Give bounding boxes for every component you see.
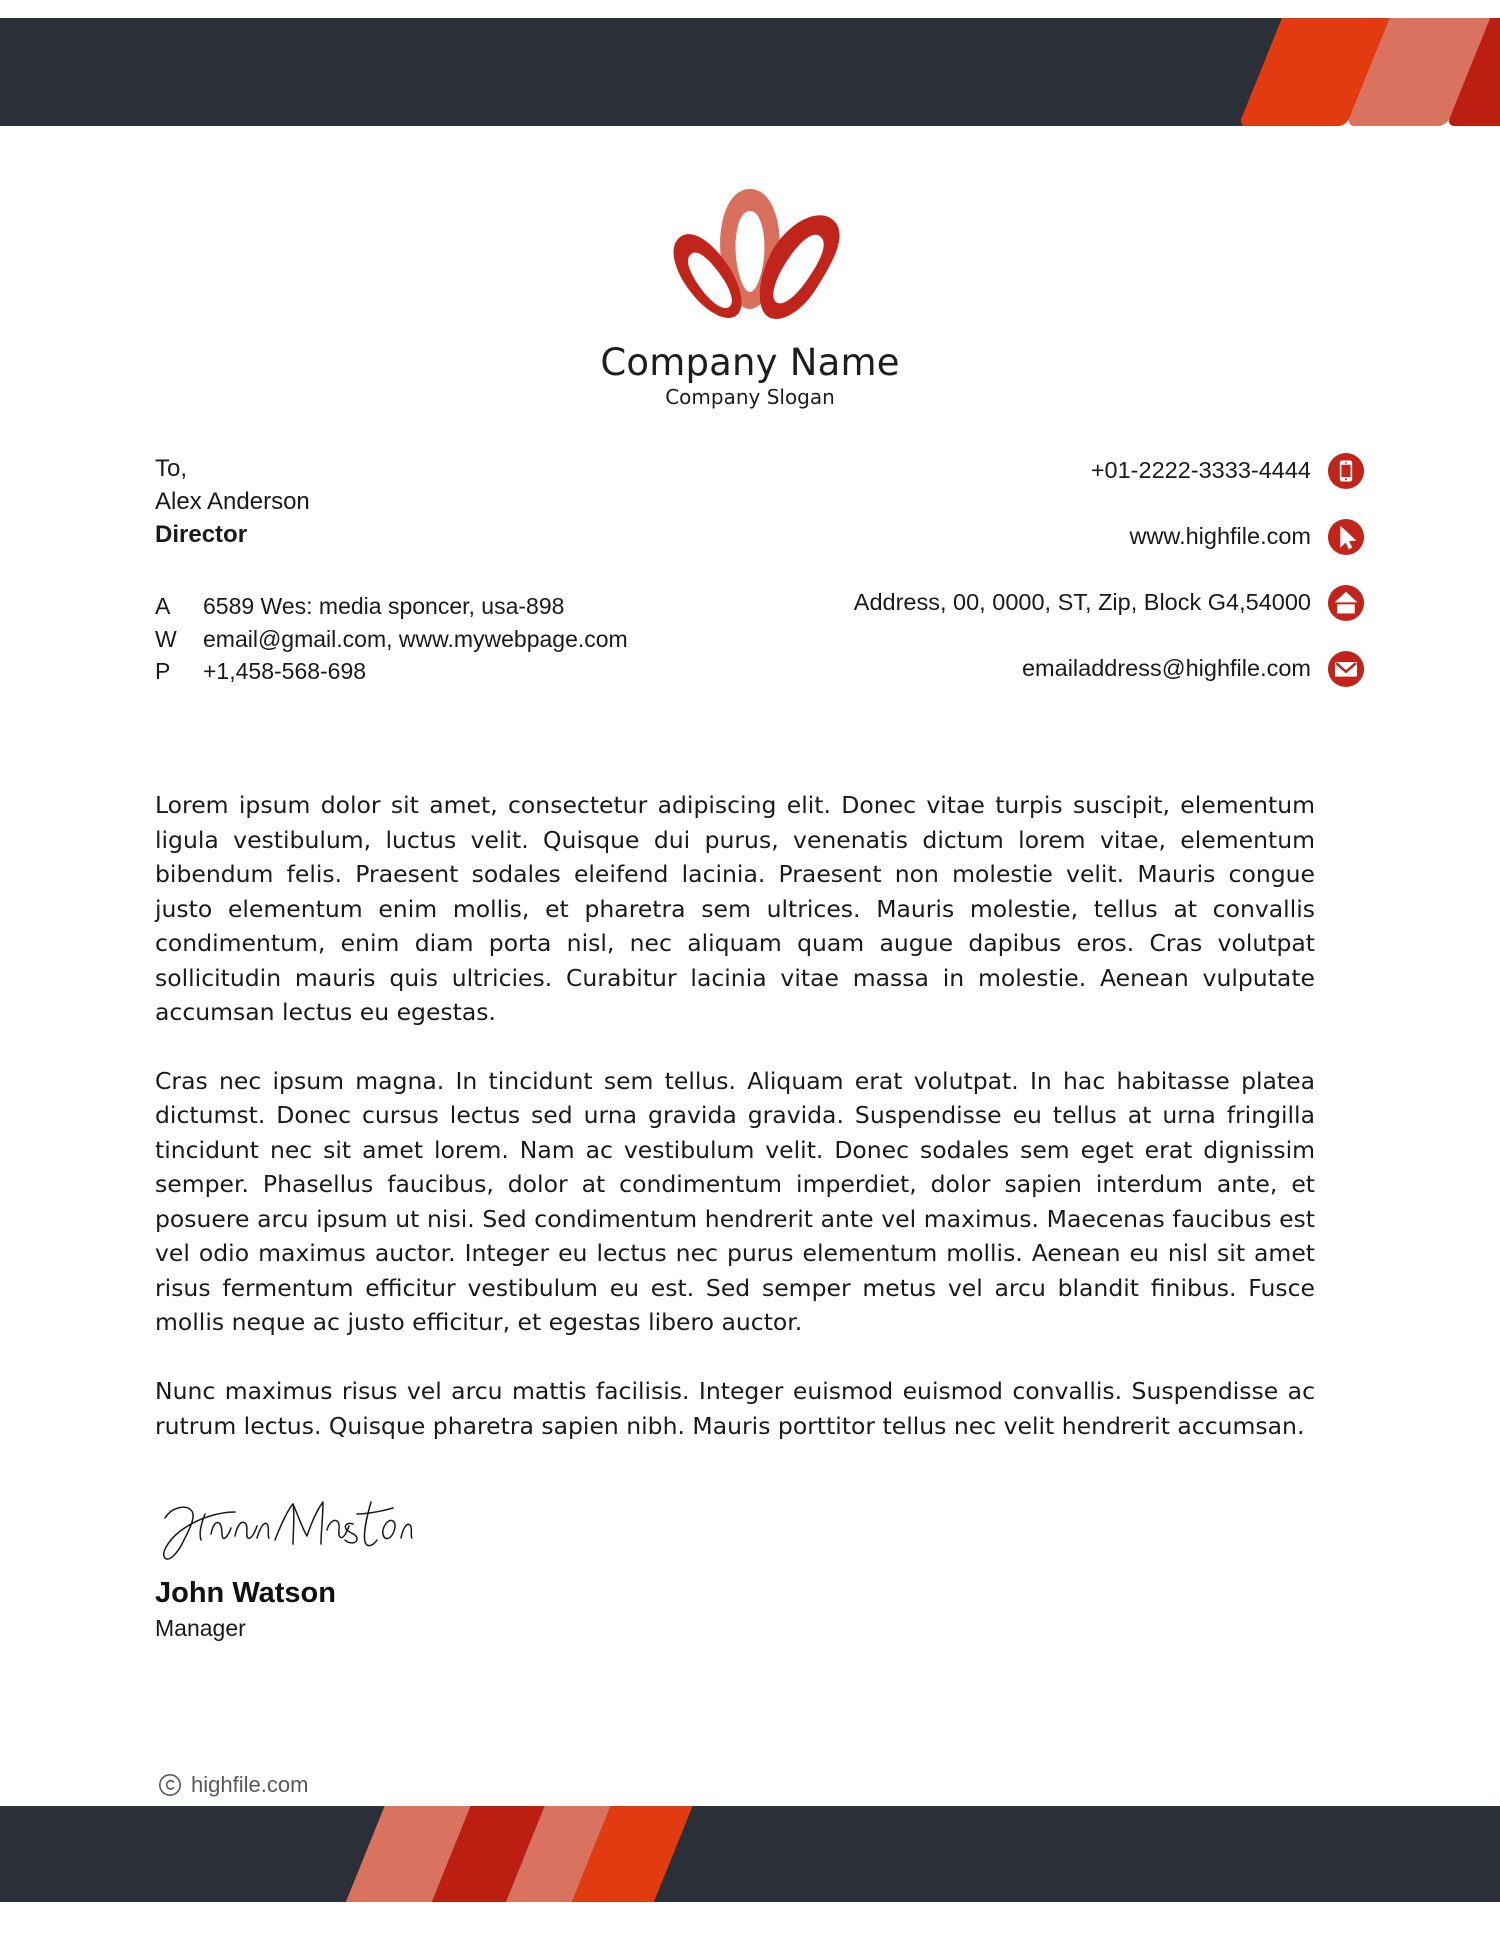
sender-info-row (155, 623, 628, 656)
contact-list (565, 452, 1365, 716)
recipient-name: Alex Anderson (155, 488, 310, 516)
letter-body (155, 788, 1315, 1477)
company-name: Company Name (600, 341, 900, 384)
sender-info-block (155, 590, 628, 688)
contact-phone-text: +01-2222-3333-4444 (1090, 457, 1311, 484)
sender-info-row (155, 590, 628, 623)
contact-row-phone (565, 452, 1365, 490)
body-paragraph: Cras nec ipsum magna. In tincidunt sem tellus. Aliquam erat volutpat. In hac habitasse platea dictumst. Donec cursus lectus sed urna gravida gravida. Suspendisse eu tellus at urna fringilla tincidunt nec sit amet lorem. Nam ac vestibulum velit. Donec sodales sem eget erat dignissim semper. Phasellus faucibus, dolor at condimentum imperdiet, dolor sapien interdum ante, et posuere arcu ipsum ut nisi. Sed condimentum hendrerit ante vel maximus. Maecenas faucibus est vel odio maximus auctor. Integer eu lectus nec purus elementum mollis. Aenean eu nisl sit amet risus fermentum efficitur vestibulum eu est. Sed semper metus vel arcu blandit finibus. Fusce mollis neque ac justo efficitur, et egestas libero auctor. (155, 1066, 1315, 1337)
header-decoration-band (0, 18, 1500, 126)
contact-row-email (565, 650, 1365, 688)
footer-credit (158, 1773, 308, 1797)
sender-info-key: W (155, 625, 177, 652)
mobile-phone-icon (1327, 452, 1365, 490)
signature-block (155, 1490, 417, 1642)
company-slogan: Company Slogan (665, 384, 835, 409)
signer-name: John Watson (155, 1577, 336, 1609)
sender-info-value: +1,458-568-698 (203, 658, 367, 685)
contact-address-text: Address, 00, 0000, ST, Zip, Block G4,54000 (853, 589, 1311, 616)
footer-dark-right (621, 1806, 1500, 1902)
body-paragraph: Lorem ipsum dolor sit amet, consectetur adipiscing elit. Donec vitae turpis suscipit, elementum ligula vestibulum, luctus velit. Quisque dui purus, venenatis dictum lorem vitae, elementum bibendum felis. Praesent sodales eleifend lacinia. Praesent non molestie velit. Mauris congue justo elementum enim mollis, et pharetra sem ultrices. Mauris molestie, tellus at convallis condimentum, enim diam porta nisl, nec aliquam quam augue dapibus eros. Cras volutpat sollicitudin mauris quis ultricies. Curabitur lacinia vitae massa in molestie. Aenean vulputate accumsan lectus eu egestas. (155, 791, 1315, 1027)
footer-decoration-band (0, 1806, 1500, 1902)
contact-website-text: www.highfile.com (1129, 523, 1311, 550)
handwritten-signature (157, 1490, 417, 1570)
recipient-block (155, 452, 310, 551)
sender-info-key: A (155, 593, 171, 619)
signer-title: Manager (155, 1614, 246, 1641)
sender-info-row (155, 655, 628, 688)
three-petal-flower-logo (655, 185, 845, 335)
recipient-role: Director (155, 521, 248, 549)
copyright-icon (158, 1773, 182, 1797)
header-dark-shape (0, 18, 1310, 126)
sender-info-key: P (155, 658, 171, 685)
envelope-icon (1327, 650, 1365, 688)
contact-email-text: emailaddress@highfile.com (1021, 655, 1311, 682)
footer-credit-text: highfile.com (191, 1772, 309, 1797)
recipient-salutation: To, (155, 455, 188, 482)
contact-row-website (565, 518, 1365, 556)
cursor-pointer-icon (1327, 518, 1365, 556)
company-logo-block (0, 185, 1500, 408)
sender-info-value: email@gmail.com, www.mywebpage.com (203, 625, 628, 652)
sender-info-value: 6589 Wes: media sponcer, usa-898 (203, 593, 565, 619)
contact-row-address (565, 584, 1365, 622)
body-paragraph: Nunc maximus risus vel arcu mattis facilisis. Integer euismod euismod convallis. Suspendisse ac rutrum lectus. Quisque pharetra sapien nibh. Mauris porttitor tellus nec velit hendrerit accumsan. (155, 1376, 1315, 1440)
home-icon (1327, 584, 1365, 622)
